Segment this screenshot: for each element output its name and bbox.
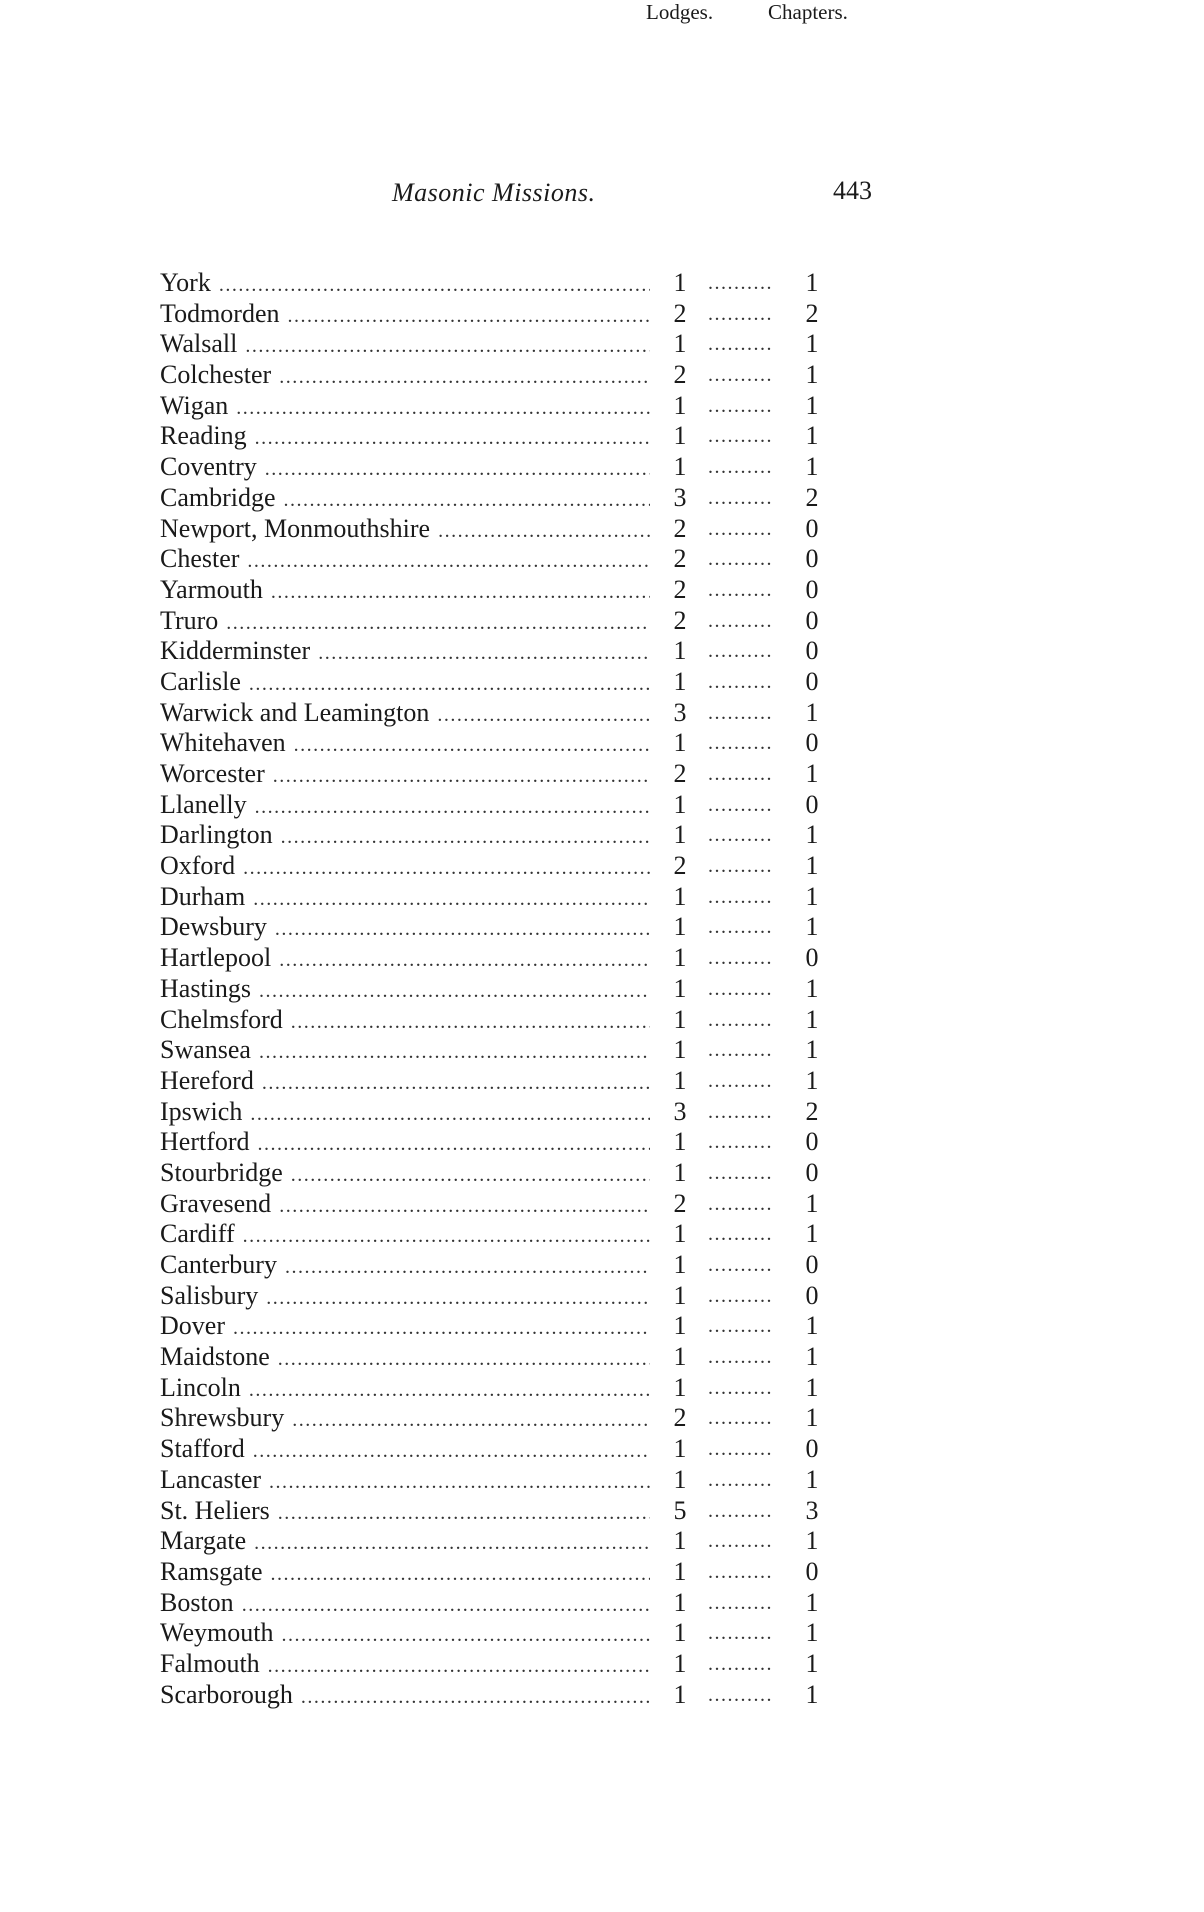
table-row — [160, 912, 860, 943]
dot-leader — [245, 331, 650, 360]
town-name: Colchester — [160, 360, 279, 391]
table-row — [160, 1557, 860, 1588]
dot-leader — [242, 1590, 650, 1619]
dot-leader — [708, 514, 798, 545]
dot-leader — [294, 730, 650, 759]
dot-leader — [437, 700, 650, 729]
town-name: Lincoln — [160, 1373, 249, 1404]
lodges-count: 1 — [673, 1434, 687, 1464]
dot-leader — [708, 268, 798, 299]
dot-leader — [708, 1005, 798, 1036]
town-name: Warwick and Leamington — [160, 698, 437, 729]
table-row — [160, 268, 860, 299]
town-name: Carlisle — [160, 667, 249, 698]
table-row — [160, 544, 860, 575]
dot-leader — [292, 1405, 650, 1434]
dot-leader — [708, 912, 798, 943]
dot-leader — [708, 698, 798, 729]
table-row — [160, 1281, 860, 1312]
chapters-count: 0 — [805, 1434, 819, 1464]
dot-leader — [708, 1680, 798, 1711]
dot-leader — [708, 851, 798, 882]
dot-leader — [708, 329, 798, 360]
dot-leader — [708, 790, 798, 821]
table-row — [160, 360, 860, 391]
dot-leader — [219, 270, 650, 299]
lodges-count: 1 — [673, 912, 687, 942]
dot-leader — [708, 1219, 798, 1250]
table-row — [160, 514, 860, 545]
dot-leader — [708, 1557, 798, 1588]
dot-leader — [708, 1127, 798, 1158]
chapters-count: 1 — [805, 1004, 819, 1034]
chapters-count: 1 — [805, 1035, 819, 1065]
dot-leader — [708, 667, 798, 698]
town-name: Stafford — [160, 1434, 253, 1465]
dot-leader — [708, 1066, 798, 1097]
dot-leader — [708, 575, 798, 606]
dot-leader — [281, 822, 650, 851]
lodges-count: 1 — [673, 329, 687, 359]
table-row — [160, 851, 860, 882]
dot-leader — [278, 1344, 650, 1373]
dot-leader — [291, 1007, 650, 1036]
town-name: Falmouth — [160, 1649, 268, 1680]
dot-leader — [259, 976, 650, 1005]
chapters-count: 1 — [805, 912, 819, 942]
lodges-chapters-table — [160, 268, 860, 1710]
dot-leader — [708, 1097, 798, 1128]
dot-leader — [250, 1099, 650, 1128]
town-name: Ramsgate — [160, 1557, 271, 1588]
table-row — [160, 636, 860, 667]
lodges-count: 3 — [673, 1096, 687, 1126]
dot-leader — [249, 669, 650, 698]
chapters-count: 0 — [805, 636, 819, 666]
running-title: Masonic Missions. — [392, 178, 596, 207]
lodges-count: 2 — [673, 605, 687, 635]
table-row — [160, 1311, 860, 1342]
lodges-count: 1 — [673, 1679, 687, 1709]
table-row — [160, 759, 860, 790]
chapters-count: 1 — [805, 1587, 819, 1617]
town-name: Chelmsford — [160, 1005, 291, 1036]
dot-leader — [268, 1651, 650, 1680]
lodges-count: 1 — [673, 1372, 687, 1402]
chapters-count: 3 — [805, 1495, 819, 1525]
town-name: Dewsbury — [160, 912, 275, 943]
table-row — [160, 820, 860, 851]
chapters-count: 2 — [805, 1096, 819, 1126]
dot-leader — [708, 1526, 798, 1557]
table-row — [160, 421, 860, 452]
lodges-count: 1 — [673, 1648, 687, 1678]
dot-leader — [708, 1373, 798, 1404]
chapters-count: 1 — [805, 1679, 819, 1709]
dot-leader — [708, 1281, 798, 1312]
lodges-count: 2 — [673, 759, 687, 788]
table-row — [160, 1005, 860, 1036]
dot-leader — [318, 638, 650, 667]
table-row — [160, 1158, 860, 1189]
chapters-count: 0 — [805, 605, 819, 635]
chapters-count: 1 — [805, 1464, 819, 1494]
table-row — [160, 1496, 860, 1527]
chapters-count: 1 — [805, 881, 819, 911]
lodges-count: 1 — [673, 820, 687, 850]
town-name: Gravesend — [160, 1189, 279, 1220]
table-row — [160, 1588, 860, 1619]
lodges-count: 1 — [673, 1157, 687, 1187]
table-row — [160, 1373, 860, 1404]
town-name: Newport, Monmouthshire — [160, 514, 438, 545]
table-row — [160, 391, 860, 422]
chapters-count: 0 — [805, 789, 819, 819]
dot-leader — [708, 1158, 798, 1189]
dot-leader — [708, 606, 798, 637]
dot-leader — [708, 1649, 798, 1680]
table-row — [160, 1618, 860, 1649]
lodges-count: 1 — [673, 1464, 687, 1494]
dot-leader — [288, 301, 651, 330]
town-name: Dover — [160, 1311, 233, 1342]
lodges-count: 1 — [673, 666, 687, 696]
chapters-count: 1 — [805, 697, 819, 727]
dot-leader — [708, 974, 798, 1005]
town-name: Walsall — [160, 329, 245, 360]
dot-leader — [708, 636, 798, 667]
chapters-count: 1 — [805, 390, 819, 420]
town-name: Margate — [160, 1526, 254, 1557]
table-row — [160, 452, 860, 483]
chapters-count: 1 — [805, 820, 819, 850]
lodges-count: 1 — [673, 1342, 687, 1372]
table-row — [160, 1127, 860, 1158]
chapters-count: 1 — [805, 973, 819, 1003]
lodges-count: 2 — [673, 544, 687, 574]
table-row — [160, 728, 860, 759]
town-name: Darlington — [160, 820, 281, 851]
lodges-count: 1 — [673, 452, 687, 482]
chapters-count: 1 — [805, 1188, 819, 1218]
lodges-count: 2 — [673, 298, 687, 328]
lodges-count: 1 — [673, 1250, 687, 1279]
dot-leader — [291, 1160, 650, 1189]
lodges-count: 1 — [673, 1219, 687, 1249]
town-name: Boston — [160, 1588, 242, 1619]
town-name: Wigan — [160, 391, 236, 422]
town-name: Llanelly — [160, 790, 255, 821]
chapters-count: 0 — [805, 943, 819, 973]
lodges-count: 1 — [673, 636, 687, 666]
table-row — [160, 1066, 860, 1097]
table-row — [160, 1649, 860, 1680]
town-name: Oxford — [160, 851, 243, 882]
town-name: Durham — [160, 882, 253, 913]
dot-leader — [708, 1035, 798, 1066]
chapters-count: 1 — [805, 1372, 819, 1402]
town-name: Whitehaven — [160, 728, 294, 759]
lodges-count: 1 — [673, 1526, 687, 1556]
town-name: Shrewsbury — [160, 1403, 292, 1434]
dot-leader — [708, 1189, 798, 1220]
town-name: Truro — [160, 606, 226, 637]
lodges-count: 5 — [673, 1495, 687, 1525]
table-row — [160, 790, 860, 821]
dot-leader — [278, 1498, 650, 1527]
dot-leader — [708, 820, 798, 851]
chapters-count: 1 — [805, 1342, 819, 1372]
town-name: Reading — [160, 421, 255, 452]
chapters-count: 1 — [805, 1065, 819, 1095]
table-row — [160, 1465, 860, 1496]
chapters-count: 0 — [805, 1127, 819, 1157]
dot-leader — [708, 1465, 798, 1496]
dot-leader — [249, 1375, 650, 1404]
dot-leader — [708, 1618, 798, 1649]
dot-leader — [284, 485, 650, 514]
table-row — [160, 882, 860, 913]
dot-leader — [259, 1037, 650, 1066]
chapters-count: 1 — [805, 1618, 819, 1648]
lodges-count: 1 — [673, 1127, 687, 1157]
town-name: Coventry — [160, 452, 265, 483]
chapters-count: 1 — [805, 759, 819, 788]
chapters-count: 0 — [805, 666, 819, 696]
dot-leader — [271, 1559, 650, 1588]
dot-leader — [243, 1221, 650, 1250]
lodges-count: 1 — [673, 881, 687, 911]
table-row — [160, 483, 860, 514]
lodges-count: 1 — [673, 1280, 687, 1310]
column-header-lodges: Lodges. — [646, 0, 714, 24]
dot-leader — [269, 1467, 650, 1496]
dot-leader — [271, 577, 650, 606]
lodges-count: 3 — [673, 482, 687, 512]
table-row — [160, 943, 860, 974]
lodges-count: 3 — [673, 697, 687, 727]
lodges-count: 1 — [673, 1311, 687, 1341]
lodges-count: 1 — [673, 789, 687, 819]
dot-leader — [233, 1313, 650, 1342]
town-name: Yarmouth — [160, 575, 271, 606]
dot-leader — [255, 423, 650, 452]
lodges-count: 1 — [673, 1618, 687, 1648]
page-number: 443 — [833, 176, 872, 205]
dot-leader — [708, 728, 798, 759]
table-row — [160, 667, 860, 698]
dot-leader — [253, 884, 650, 913]
chapters-count: 1 — [805, 421, 819, 451]
lodges-count: 2 — [673, 360, 687, 390]
column-header-chapters: Chapters. — [768, 0, 848, 24]
dot-leader — [708, 1434, 798, 1465]
table-row — [160, 1250, 860, 1281]
chapters-count: 2 — [805, 298, 819, 328]
chapters-count: 0 — [805, 1556, 819, 1586]
table-row — [160, 1434, 860, 1465]
town-name: Weymouth — [160, 1618, 281, 1649]
chapters-count: 1 — [805, 1219, 819, 1249]
table-row — [160, 1219, 860, 1250]
dot-leader — [247, 546, 650, 575]
table-row — [160, 606, 860, 637]
dot-leader — [279, 362, 650, 391]
table-row — [160, 1097, 860, 1128]
town-name: Ipswich — [160, 1097, 250, 1128]
town-name: Scarborough — [160, 1680, 301, 1711]
dot-leader — [301, 1682, 650, 1711]
dot-leader — [254, 1528, 650, 1557]
town-name: Salisbury — [160, 1281, 266, 1312]
dot-leader — [236, 393, 650, 422]
dot-leader — [265, 454, 650, 483]
dot-leader — [708, 1403, 798, 1434]
chapters-count: 1 — [805, 1311, 819, 1341]
town-name: Todmorden — [160, 299, 288, 330]
dot-leader — [258, 1129, 650, 1158]
town-name: Cardiff — [160, 1219, 243, 1250]
town-name: Worcester — [160, 759, 273, 790]
dot-leader — [708, 1250, 798, 1281]
dot-leader — [273, 761, 650, 790]
town-name: Hereford — [160, 1066, 262, 1097]
dot-leader — [708, 759, 798, 790]
dot-leader — [708, 1496, 798, 1527]
lodges-count: 2 — [673, 851, 687, 881]
table-row — [160, 974, 860, 1005]
town-name: Stourbridge — [160, 1158, 291, 1189]
dot-leader — [266, 1283, 650, 1312]
town-name: Swansea — [160, 1035, 259, 1066]
lodges-count: 1 — [673, 1065, 687, 1095]
chapters-count: 0 — [805, 1157, 819, 1187]
chapters-count: 0 — [805, 728, 819, 758]
lodges-count: 1 — [673, 421, 687, 451]
lodges-count: 1 — [673, 1004, 687, 1034]
chapters-count: 1 — [805, 1526, 819, 1556]
lodges-count: 1 — [673, 943, 687, 973]
lodges-count: 1 — [673, 268, 687, 297]
chapters-count: 1 — [805, 1403, 819, 1433]
town-name: Lancaster — [160, 1465, 269, 1496]
dot-leader — [708, 299, 798, 330]
dot-leader — [708, 1342, 798, 1373]
dot-leader — [279, 945, 650, 974]
dot-leader — [279, 1191, 650, 1220]
lodges-count: 1 — [673, 390, 687, 420]
table-row — [160, 1189, 860, 1220]
dot-leader — [708, 391, 798, 422]
lodges-count: 2 — [673, 513, 687, 543]
town-name: Hastings — [160, 974, 259, 1005]
lodges-count: 1 — [673, 973, 687, 1003]
table-row — [160, 575, 860, 606]
town-name: Hertford — [160, 1127, 258, 1158]
chapters-count: 0 — [805, 1250, 819, 1279]
town-name: Hartlepool — [160, 943, 279, 974]
town-name: Cambridge — [160, 483, 284, 514]
lodges-count: 1 — [673, 1587, 687, 1617]
town-name: Canterbury — [160, 1250, 285, 1281]
table-row — [160, 1403, 860, 1434]
chapters-count: 1 — [805, 268, 819, 297]
table-row — [160, 299, 860, 330]
chapters-count: 1 — [805, 360, 819, 390]
dot-leader — [255, 792, 650, 821]
table-row — [160, 1035, 860, 1066]
town-name: Maidstone — [160, 1342, 278, 1373]
town-name: St. Heliers — [160, 1496, 278, 1527]
lodges-count: 2 — [673, 574, 687, 604]
table-row — [160, 1680, 860, 1711]
lodges-count: 2 — [673, 1403, 687, 1433]
dot-leader — [253, 1436, 650, 1465]
chapters-count: 1 — [805, 851, 819, 881]
chapters-count: 0 — [805, 574, 819, 604]
dot-leader — [285, 1252, 650, 1281]
chapters-count: 0 — [805, 1280, 819, 1310]
dot-leader — [226, 608, 650, 637]
dot-leader — [708, 483, 798, 514]
town-name: Kidderminster — [160, 636, 318, 667]
dot-leader — [243, 853, 650, 882]
table-row — [160, 1526, 860, 1557]
chapters-count: 1 — [805, 452, 819, 482]
town-name: Chester — [160, 544, 247, 575]
dot-leader — [275, 914, 650, 943]
lodges-count: 2 — [673, 1188, 687, 1218]
table-row — [160, 698, 860, 729]
dot-leader — [708, 452, 798, 483]
lodges-count: 1 — [673, 1035, 687, 1065]
dot-leader — [262, 1068, 650, 1097]
dot-leader — [708, 1588, 798, 1619]
dot-leader — [708, 421, 798, 452]
town-name: York — [160, 268, 219, 299]
dot-leader — [281, 1620, 650, 1649]
lodges-count: 1 — [673, 1556, 687, 1586]
table-row — [160, 329, 860, 360]
dot-leader — [438, 516, 650, 545]
dot-leader — [708, 544, 798, 575]
chapters-count: 2 — [805, 482, 819, 512]
chapters-count: 0 — [805, 544, 819, 574]
dot-leader — [708, 1311, 798, 1342]
chapters-count: 1 — [805, 1648, 819, 1678]
lodges-count: 1 — [673, 728, 687, 758]
dot-leader — [708, 943, 798, 974]
table-row — [160, 1342, 860, 1373]
chapters-count: 0 — [805, 513, 819, 543]
chapters-count: 1 — [805, 329, 819, 359]
dot-leader — [708, 360, 798, 391]
dot-leader — [708, 882, 798, 913]
